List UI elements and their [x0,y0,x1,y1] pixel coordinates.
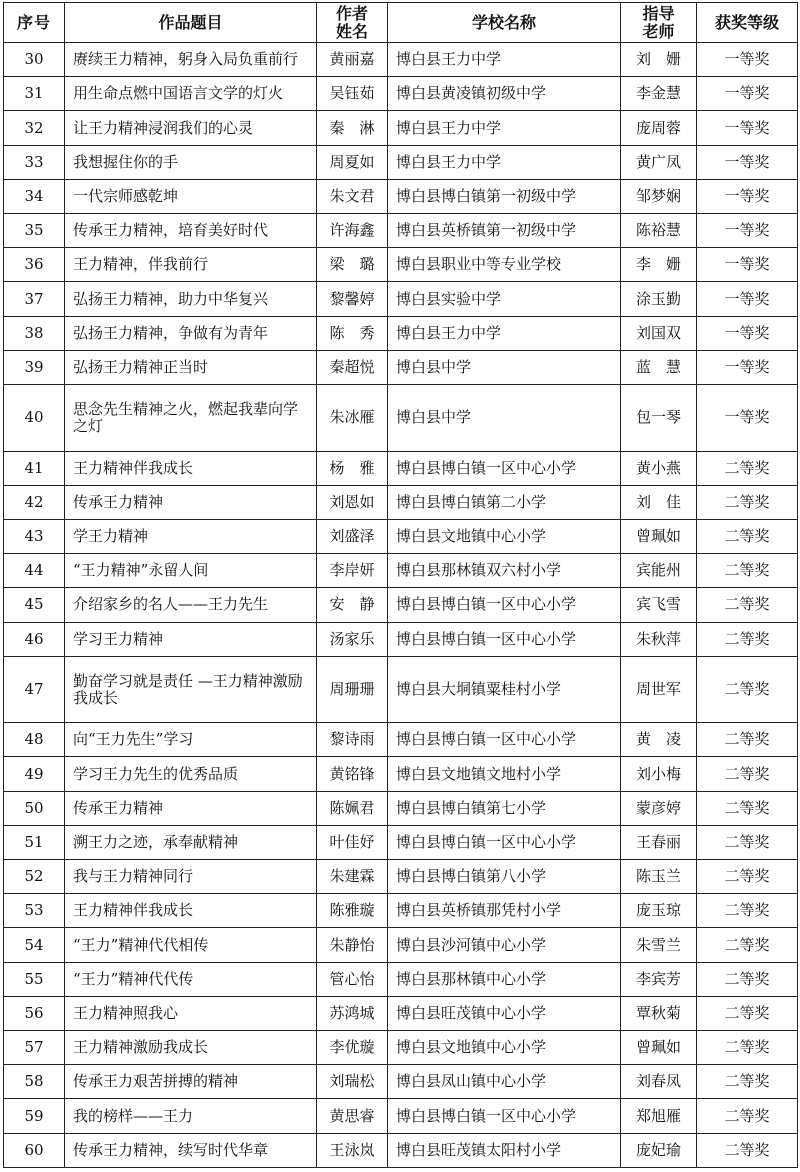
table-row [4,145,798,179]
table-row [4,519,798,553]
cell-author: 陈雅璇 [317,894,388,928]
cell-title: 弘扬王力精神，助力中华复兴 [65,282,317,316]
cell-author: 陈姵君 [317,791,388,825]
cell-school: 博白县凤山镇中心小学 [388,1065,621,1099]
table-row [4,43,798,77]
cell-author: 周夏如 [317,145,388,179]
cell-author: 黄丽嘉 [317,43,388,77]
cell-school: 博白县博白镇一区中心小学 [388,1099,621,1133]
cell-award: 一等奖 [697,350,798,384]
cell-title: 思念先生精神之火，燃起我辈向学之灯 [65,385,317,452]
cell-author: 黄思睿 [317,1099,388,1133]
cell-teacher: 涂玉勤 [621,282,697,316]
table-row [4,350,798,384]
table-row [4,385,798,452]
cell-award: 二等奖 [697,723,798,757]
cell-author: 安 静 [317,588,388,622]
cell-num: 30 [4,43,65,77]
header-num: 序号 [4,3,65,43]
cell-author: 杨 雅 [317,451,388,485]
cell-author: 朱文君 [317,179,388,213]
cell-author: 管心怡 [317,962,388,996]
cell-teacher: 庞玉琼 [621,894,697,928]
table-row [4,316,798,350]
cell-author: 秦 淋 [317,111,388,145]
cell-school: 博白县王力中学 [388,145,621,179]
cell-award: 一等奖 [697,43,798,77]
table-row [4,757,798,791]
cell-teacher: 陈裕慧 [621,214,697,248]
header-teacher [621,3,697,43]
cell-num: 41 [4,451,65,485]
cell-num: 45 [4,588,65,622]
cell-teacher: 周世军 [621,656,697,723]
cell-title: 让王力精神浸润我们的心灵 [65,111,317,145]
table-row [4,248,798,282]
cell-title: “王力精神”永留人间 [65,554,317,588]
cell-award: 二等奖 [697,1031,798,1065]
cell-award: 一等奖 [697,316,798,350]
cell-teacher: 覃秋菊 [621,996,697,1030]
cell-author: 周珊珊 [317,656,388,723]
cell-award: 二等奖 [697,1099,798,1133]
cell-teacher: 朱雪兰 [621,928,697,962]
cell-num: 38 [4,316,65,350]
cell-teacher: 曾珮如 [621,519,697,553]
cell-school: 博白县王力中学 [388,316,621,350]
header-school: 学校名称 [388,3,621,43]
table-header-row [4,3,798,43]
cell-title: 一代宗师感乾坤 [65,179,317,213]
cell-school: 博白县文地镇文地村小学 [388,757,621,791]
cell-title: 学王力精神 [65,519,317,553]
cell-teacher: 曾珮如 [621,1031,697,1065]
table-row [4,111,798,145]
cell-title: 王力精神激励我成长 [65,1031,317,1065]
table-row [4,860,798,894]
cell-title: 弘扬王力精神，争做有为青年 [65,316,317,350]
cell-num: 36 [4,248,65,282]
cell-award: 二等奖 [697,622,798,656]
cell-num: 53 [4,894,65,928]
header-award: 获奖等级 [697,3,798,43]
cell-author: 王泳岚 [317,1133,388,1167]
cell-num: 34 [4,179,65,213]
awards-table [3,2,798,1168]
table-body [4,43,798,1168]
cell-school: 博白县博白镇第一初级中学 [388,179,621,213]
cell-num: 33 [4,145,65,179]
cell-num: 57 [4,1031,65,1065]
cell-teacher: 庞周蓉 [621,111,697,145]
cell-author: 刘盛泽 [317,519,388,553]
cell-title: 传承王力精神，培育美好时代 [65,214,317,248]
cell-teacher: 黄广凤 [621,145,697,179]
cell-title: “王力”精神代代相传 [65,928,317,962]
header-author [317,3,388,43]
cell-teacher: 邹梦娴 [621,179,697,213]
cell-school: 博白县英桥镇第一初级中学 [388,214,621,248]
cell-award: 二等奖 [697,485,798,519]
cell-school: 博白县博白镇一区中心小学 [388,825,621,859]
cell-school: 博白县沙河镇中心小学 [388,928,621,962]
cell-title: 王力精神，伴我前行 [65,248,317,282]
cell-school: 博白县黄凌镇初级中学 [388,77,621,111]
cell-teacher: 李金慧 [621,77,697,111]
cell-award: 一等奖 [697,385,798,452]
cell-teacher: 蓝 慧 [621,350,697,384]
cell-title: 弘扬王力精神正当时 [65,350,317,384]
cell-title: 王力精神伴我成长 [65,894,317,928]
cell-teacher: 王春丽 [621,825,697,859]
cell-title: 介绍家乡的名人——王力先生 [65,588,317,622]
cell-school: 博白县博白镇一区中心小学 [388,622,621,656]
header-title: 作品题目 [65,3,317,43]
cell-author: 黄铭锋 [317,757,388,791]
cell-teacher: 刘 佳 [621,485,697,519]
cell-teacher: 包一琴 [621,385,697,452]
cell-num: 52 [4,860,65,894]
cell-author: 刘恩如 [317,485,388,519]
cell-title: 溯王力之迹，承奉献精神 [65,825,317,859]
cell-title: 传承王力精神 [65,791,317,825]
cell-teacher: 李宾芳 [621,962,697,996]
cell-award: 一等奖 [697,248,798,282]
cell-award: 二等奖 [697,928,798,962]
table-row [4,996,798,1030]
cell-author: 陈 秀 [317,316,388,350]
cell-author: 朱冰雁 [317,385,388,452]
cell-award: 二等奖 [697,757,798,791]
cell-award: 二等奖 [697,791,798,825]
cell-school: 博白县王力中学 [388,111,621,145]
cell-num: 37 [4,282,65,316]
cell-num: 54 [4,928,65,962]
cell-teacher: 李 姗 [621,248,697,282]
cell-award: 二等奖 [697,825,798,859]
cell-num: 32 [4,111,65,145]
cell-school: 博白县博白镇第七小学 [388,791,621,825]
cell-school: 博白县文地镇中心小学 [388,1031,621,1065]
cell-school: 博白县旺茂镇太阳村小学 [388,1133,621,1167]
table-row [4,1133,798,1167]
table-row [4,485,798,519]
cell-author: 秦超悦 [317,350,388,384]
cell-num: 48 [4,723,65,757]
cell-award: 二等奖 [697,451,798,485]
cell-num: 47 [4,656,65,723]
cell-school: 博白县实验中学 [388,282,621,316]
table-row [4,554,798,588]
header-teacher-text: 指导老师 [642,3,675,41]
cell-num: 58 [4,1065,65,1099]
cell-school: 博白县职业中等专业学校 [388,248,621,282]
cell-school: 博白县博白镇一区中心小学 [388,723,621,757]
cell-school: 博白县英桥镇那凭村小学 [388,894,621,928]
cell-author: 苏鸿城 [317,996,388,1030]
cell-num: 43 [4,519,65,553]
cell-school: 博白县旺茂镇中心小学 [388,996,621,1030]
cell-title: 用生命点燃中国语言文学的灯火 [65,77,317,111]
cell-author: 叶佳妤 [317,825,388,859]
cell-num: 31 [4,77,65,111]
cell-title: 学习王力先生的优秀品质 [65,757,317,791]
cell-school: 博白县那林镇双六村小学 [388,554,621,588]
cell-title: 王力精神照我心 [65,996,317,1030]
cell-title: 我想握住你的手 [65,145,317,179]
cell-num: 35 [4,214,65,248]
cell-award: 一等奖 [697,282,798,316]
cell-title: 我与王力精神同行 [65,860,317,894]
table-row [4,656,798,723]
table-row [4,723,798,757]
table-row [4,451,798,485]
table-row [4,928,798,962]
cell-title: 学习王力精神 [65,622,317,656]
cell-title: 赓续王力精神，躬身入局负重前行 [65,43,317,77]
cell-award: 二等奖 [697,860,798,894]
cell-author: 汤家乐 [317,622,388,656]
cell-author: 李岸妍 [317,554,388,588]
cell-award: 二等奖 [697,1133,798,1167]
table-row [4,179,798,213]
table-row [4,1099,798,1133]
cell-author: 许海鑫 [317,214,388,248]
table-row [4,825,798,859]
cell-school: 博白县那林镇中心小学 [388,962,621,996]
table-row [4,894,798,928]
table-row [4,622,798,656]
table-row [4,77,798,111]
cell-teacher: 郑旭雁 [621,1099,697,1133]
cell-teacher: 宾飞雪 [621,588,697,622]
cell-teacher: 蒙彦婷 [621,791,697,825]
cell-author: 黎诗雨 [317,723,388,757]
cell-title: 勤奋学习就是责任 —王力精神激励我成长 [65,656,317,723]
cell-teacher: 刘 姗 [621,43,697,77]
cell-school: 博白县博白镇一区中心小学 [388,588,621,622]
cell-teacher: 刘国双 [621,316,697,350]
cell-award: 二等奖 [697,962,798,996]
table-row [4,282,798,316]
cell-teacher: 黄小燕 [621,451,697,485]
cell-award: 二等奖 [697,1065,798,1099]
cell-author: 朱建霖 [317,860,388,894]
cell-title: 传承王力艰苦拼搏的精神 [65,1065,317,1099]
cell-title: 传承王力精神 [65,485,317,519]
table-row [4,588,798,622]
cell-num: 59 [4,1099,65,1133]
cell-num: 50 [4,791,65,825]
cell-award: 二等奖 [697,519,798,553]
cell-author: 吴钰茹 [317,77,388,111]
cell-award: 一等奖 [697,214,798,248]
cell-author: 朱静怡 [317,928,388,962]
table-row [4,214,798,248]
cell-author: 李优璇 [317,1031,388,1065]
cell-teacher: 刘春凤 [621,1065,697,1099]
cell-teacher: 宾能州 [621,554,697,588]
cell-num: 49 [4,757,65,791]
cell-num: 56 [4,996,65,1030]
cell-award: 一等奖 [697,77,798,111]
cell-teacher: 朱秋萍 [621,622,697,656]
cell-school: 博白县文地镇中心小学 [388,519,621,553]
cell-award: 二等奖 [697,554,798,588]
cell-award: 一等奖 [697,179,798,213]
cell-title: 王力精神伴我成长 [65,451,317,485]
cell-school: 博白县大垌镇粟桂村小学 [388,656,621,723]
cell-num: 46 [4,622,65,656]
cell-teacher: 黄 凌 [621,723,697,757]
cell-school: 博白县中学 [388,350,621,384]
cell-school: 博白县博白镇一区中心小学 [388,451,621,485]
cell-teacher: 庞妃瑜 [621,1133,697,1167]
cell-num: 55 [4,962,65,996]
cell-num: 42 [4,485,65,519]
table-row [4,962,798,996]
header-author-text: 作者姓名 [335,3,368,41]
cell-num: 60 [4,1133,65,1167]
cell-num: 39 [4,350,65,384]
cell-award: 一等奖 [697,145,798,179]
cell-title: “王力”精神代代传 [65,962,317,996]
cell-author: 黎馨婷 [317,282,388,316]
cell-teacher: 陈玉兰 [621,860,697,894]
cell-teacher: 刘小梅 [621,757,697,791]
cell-school: 博白县博白镇第二小学 [388,485,621,519]
cell-award: 二等奖 [697,996,798,1030]
cell-school: 博白县博白镇第八小学 [388,860,621,894]
cell-num: 40 [4,385,65,452]
cell-school: 博白县中学 [388,385,621,452]
cell-award: 一等奖 [697,111,798,145]
cell-author: 刘瑞松 [317,1065,388,1099]
cell-award: 二等奖 [697,894,798,928]
cell-num: 44 [4,554,65,588]
cell-award: 二等奖 [697,588,798,622]
table-row [4,1031,798,1065]
cell-title: 向“王力先生”学习 [65,723,317,757]
table-row [4,791,798,825]
table-row [4,1065,798,1099]
cell-num: 51 [4,825,65,859]
cell-title: 我的榜样——王力 [65,1099,317,1133]
cell-title: 传承王力精神，续写时代华章 [65,1133,317,1167]
cell-school: 博白县王力中学 [388,43,621,77]
cell-award: 二等奖 [697,656,798,723]
cell-author: 梁 璐 [317,248,388,282]
